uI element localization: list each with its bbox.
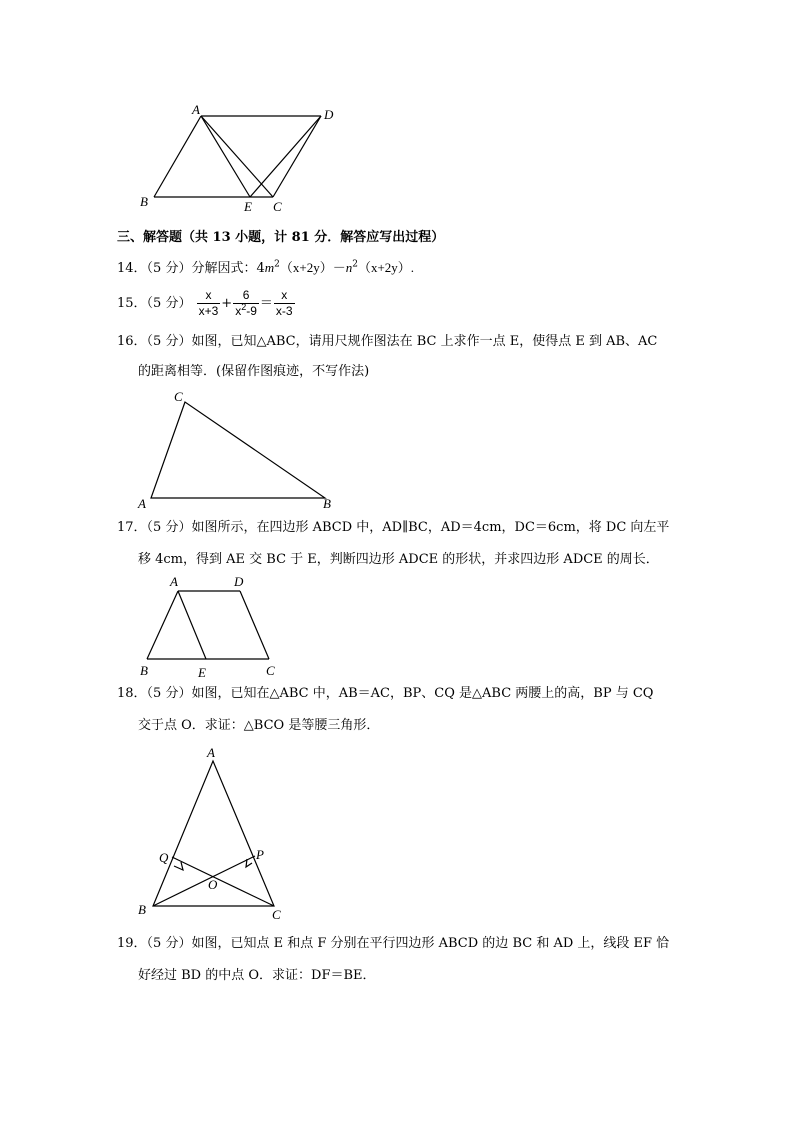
label-E: E <box>198 665 206 680</box>
label-A: A <box>170 574 178 589</box>
q17-line2: 移 4cm，得到 AE 交 BC 于 E，判断四边形 ADCE 的形状，并求四边形 ADCE 的周长． <box>138 552 659 567</box>
question-15 <box>117 288 296 320</box>
q16-score: （5 分） <box>146 334 192 349</box>
q15-number: 15． <box>117 296 147 311</box>
q16-line2: 的距离相等．(保留作图痕迹，不写作法) <box>138 364 370 379</box>
q14-number: 14． <box>117 261 147 276</box>
q14-text: 分解因式：4 <box>191 261 265 276</box>
q14-m: m <box>264 260 275 275</box>
label-D: D <box>324 107 334 122</box>
figure-q17 <box>130 570 300 682</box>
q16-line1: 如图，已知△ABC，请用尺规作图法在 BC 上求作一点 E，使得点 E 到 AB、AC <box>191 334 658 349</box>
q14-part1: （x+2y）－ <box>279 260 346 275</box>
figure-q18 <box>130 742 300 924</box>
q15-f1-den: x+3 <box>198 304 219 318</box>
figure-q13 <box>130 100 350 215</box>
label-D: D <box>234 574 244 589</box>
q15-fraction-1 <box>197 288 221 319</box>
question-16 <box>117 332 657 352</box>
q15-f3-num: x <box>274 288 295 304</box>
label-B: B <box>138 902 146 917</box>
figure-q16 <box>130 388 350 516</box>
q19-score: （5 分） <box>146 936 192 951</box>
label-B: B <box>140 663 148 678</box>
label-B: B <box>323 496 331 511</box>
label-A: A <box>192 102 200 117</box>
q15-fraction-2 <box>233 288 259 319</box>
q15-f1-num: x <box>197 288 221 304</box>
q19-number: 19． <box>117 936 147 951</box>
q15-f3-den: x-3 <box>275 304 293 318</box>
label-A: A <box>138 496 146 511</box>
q14-part2: （x+2y）. <box>357 260 415 275</box>
q15-f2-num: 6 <box>233 288 259 304</box>
q14-exp1: 2 <box>274 259 280 270</box>
section-heading: 三、解答题（共 13 小题，计 81 分．解答应写出过程） <box>117 230 445 245</box>
label-A: A <box>207 745 215 760</box>
label-C: C <box>266 663 275 678</box>
label-C: C <box>174 389 183 404</box>
q14-n: n <box>345 260 353 275</box>
q15-equals: ＝ <box>259 296 273 311</box>
q15-score: （5 分） <box>146 296 192 311</box>
q18-number: 18． <box>117 686 147 701</box>
question-14 <box>117 258 414 279</box>
q14-exp2: 2 <box>352 259 358 270</box>
q17-number: 17． <box>117 520 147 535</box>
q15-f2-den-exp: 2 <box>241 302 247 312</box>
q19-line1: 如图，已知点 E 和点 F 分别在平行四边形 ABCD 的边 BC 和 AD 上，线段 EF 恰 <box>191 936 670 951</box>
q15-f2-den-b: -9 <box>246 304 257 318</box>
q18-line1: 如图，已知在△ABC 中，AB＝AC，BP、CQ 是△ABC 两腰上的高，BP 与 CQ <box>191 686 654 701</box>
q14-score: （5 分） <box>146 261 192 276</box>
label-C: C <box>273 199 282 214</box>
q19-line2: 好经过 BD 的中点 O．求证：DF＝BE． <box>138 968 376 983</box>
q18-line2: 交于点 O．求证：△BCO 是等腰三角形． <box>138 718 380 733</box>
q17-line1: 如图所示，在四边形 ABCD 中，AD∥BC，AD＝4cm，DC＝6cm，将 DC 向左平 <box>191 520 670 535</box>
label-O: O <box>208 877 218 892</box>
q15-plus: + <box>221 296 233 311</box>
q15-f2-den <box>233 304 259 319</box>
label-P: P <box>256 847 264 862</box>
q15-fraction-3 <box>274 288 295 319</box>
label-B: B <box>140 194 148 209</box>
label-E: E <box>244 199 252 214</box>
question-19 <box>117 934 669 954</box>
q18-score: （5 分） <box>146 686 192 701</box>
q16-number: 16． <box>117 334 147 349</box>
label-Q: Q <box>159 850 169 865</box>
q15-f2-den-a: x <box>235 304 242 318</box>
q17-score: （5 分） <box>146 520 192 535</box>
question-17 <box>117 518 669 538</box>
question-18 <box>117 684 653 704</box>
label-C: C <box>272 907 281 922</box>
